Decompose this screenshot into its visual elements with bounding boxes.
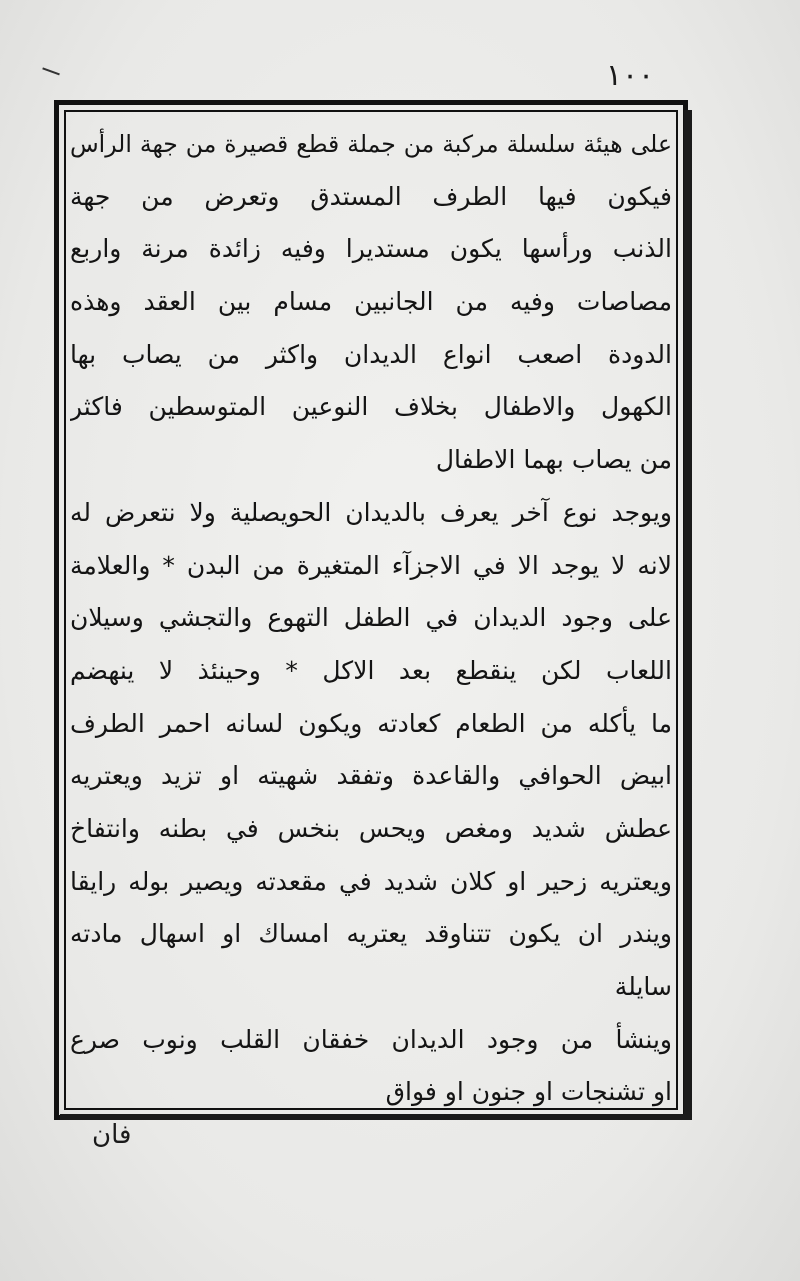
text-line: وينشأ من وجود الديدان خفقان القلب ونوب صرع: [70, 1024, 672, 1054]
text-line: ويندر ان يكون تتناوقد يعتريه امساك او اسهال مادته: [70, 919, 672, 949]
page-corner-mark: [38, 67, 60, 86]
text-line: على هيئة سلسلة مركبة من جملة قطع قصيرة من جهة الرأس: [70, 130, 672, 158]
text-line: او تشنجات او جنون او فواق: [385, 1077, 672, 1107]
text-line: اللعاب لكن ينقطع بعد الاكل * وحينئذ لا ينهضم: [70, 655, 672, 685]
text-line: عطش شديد ومغص ويحس بنخس في بطنه وانتفاخ: [70, 813, 672, 843]
text-line: الدودة اصعب انواع الديدان واكثر من يصاب بها: [70, 339, 672, 369]
text-line: سايلة: [614, 972, 672, 1001]
catchword: فان: [92, 1120, 132, 1150]
page-number: ١٠٠: [605, 58, 655, 93]
text-line: لانه لا يوجد الا في الاجزآء المتغيرة من البدن * والعلامة: [70, 550, 672, 580]
text-line: ويوجد نوع آخر يعرف بالديدان الحويصلية ولا نتعرض له: [70, 497, 672, 527]
text-line: مصاصات وفيه من الجانبين مسام بين العقد وهذه: [70, 287, 672, 317]
text-line: ما يأكله من الطعام كعادته ويكون لسانه احمر الطرف: [70, 708, 672, 738]
frame-shadow-right: [684, 110, 692, 1118]
text-line: ويعتريه زحير او كلان شديد في مقعدته ويصير بوله رايقا: [70, 866, 672, 896]
text-line: الذنب ورأسها يكون مستديرا وفيه زائدة مرنة واربع: [70, 234, 672, 264]
text-line: على وجود الديدان في الطفل التهوع والتجشي وسيلان: [70, 603, 672, 633]
text-line: ابيض الحوافي والقاعدة وتفقد شهيته او تزيد ويعتريه: [70, 761, 672, 791]
text-line: فيكون فيها الطرف المستدق وتعرض من جهة: [70, 181, 672, 211]
body-text: [70, 118, 672, 1107]
text-line: الكهول والاطفال بخلاف النوعين المتوسطين فاكثر: [70, 392, 672, 422]
text-line: من يصاب بهما الاطفال: [435, 445, 672, 475]
